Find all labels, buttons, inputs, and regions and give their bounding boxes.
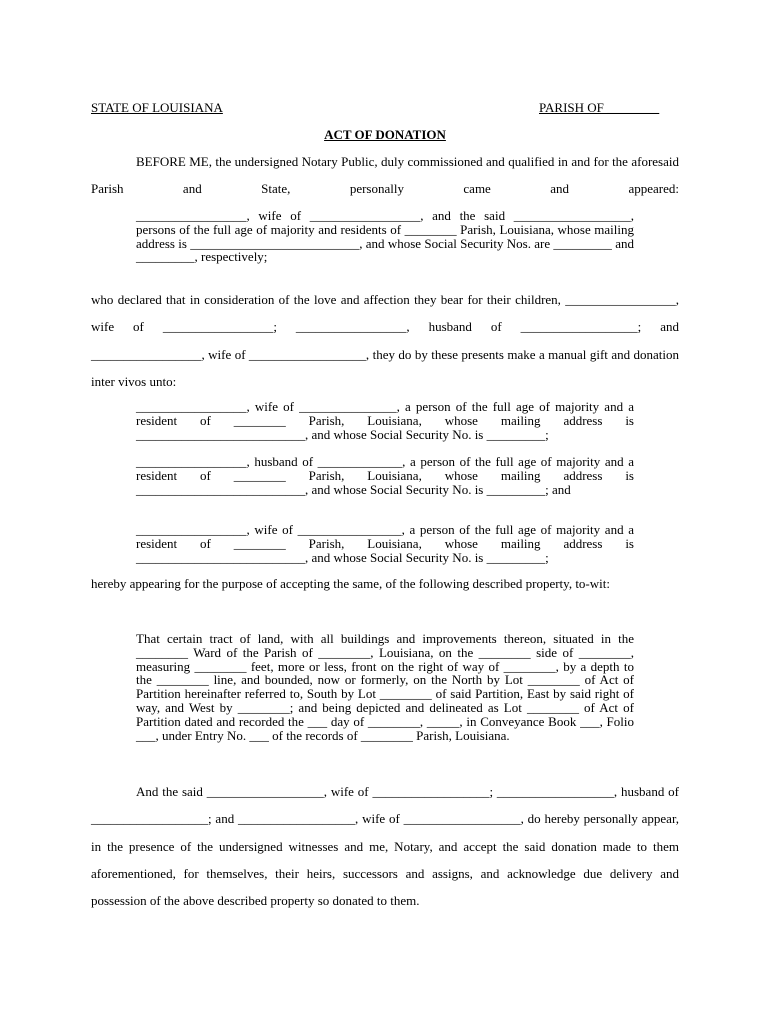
declaration-paragraph: who declared that in consideration of the love and affection they bear for their children, _________________, wife of _________________; _________________, husband of __________________; and _________________, wife of __________________, they do by these presents make a manual gift and donation inter vivos unto: — [91, 292, 679, 389]
state-heading: STATE OF LOUISIANA — [91, 100, 223, 115]
accepting-paragraph: hereby appearing for the purpose of accepting the same, of the following described property, to-wit: — [91, 576, 610, 591]
document-title: ACT OF DONATION — [324, 127, 446, 142]
acceptance-paragraph: And the said __________________, wife of __________________; __________________, husband of __________________; and __________________, wife of __________________, do hereby personally appear, in the presence of the undersigned witnesses and me, Notary, and accept the said donation made to them aforementioned, for themselves, their heirs, successors and assigns, and acknowledge due delivery and possession of the above described property so donated to them. — [91, 784, 679, 909]
parish-heading: PARISH OF ________ — [539, 100, 660, 115]
donee-block-1: _________________, wife of _______________, a person of the full age of majority and a resident of ________ Parish, Louisiana, whose mailing address is __________________________, and whose Social Security No. is _________; — [136, 399, 634, 442]
donee-block-2: _________________, husband of _____________, a person of the full age of majority and a resident of ________ Parish, Louisiana, whose mailing address is __________________________, and whose Social Security No. is _________; and — [136, 454, 634, 497]
donee-block-3: _________________, wife of ________________, a person of the full age of majority and a resident of ________ Parish, Louisiana, whose mailing address is __________________________, and whose Social Security No. is _________; — [136, 522, 634, 565]
intro-paragraph: BEFORE ME, the undersigned Notary Public, duly commissioned and qualified in and for the aforesaid Parish and State, personally came and appeared: — [91, 154, 679, 197]
appearers-block: _________________, wife of _________________, and the said __________________, persons of the full age of majority and residents of ________ Parish, Louisiana, whose mailing address is __________________________, and whose Social Security Nos. are _________ and _________, respectively; — [136, 208, 634, 265]
property-description: That certain tract of land, with all buildings and improvements thereon, situated in the ________ Ward of the Parish of ________, Louisiana, on the ________ side of ________, measuring ________ feet, more or less, front on the right of way of ________, by a depth to the ________ line, and bounded, now or formerly, on the North by Lot ________ of Act of Partition hereinafter referred to, South by Lot ________ of said Partition, East by said right of way, and West by ________; and being depicted and delineated as Lot ________ of Act of Partition dated and recorded the ___ day of ________, _____, in Conveyance Book ___, Folio ___, under Entry No. ___ of the records of ________ Parish, Louisiana. — [136, 631, 634, 743]
